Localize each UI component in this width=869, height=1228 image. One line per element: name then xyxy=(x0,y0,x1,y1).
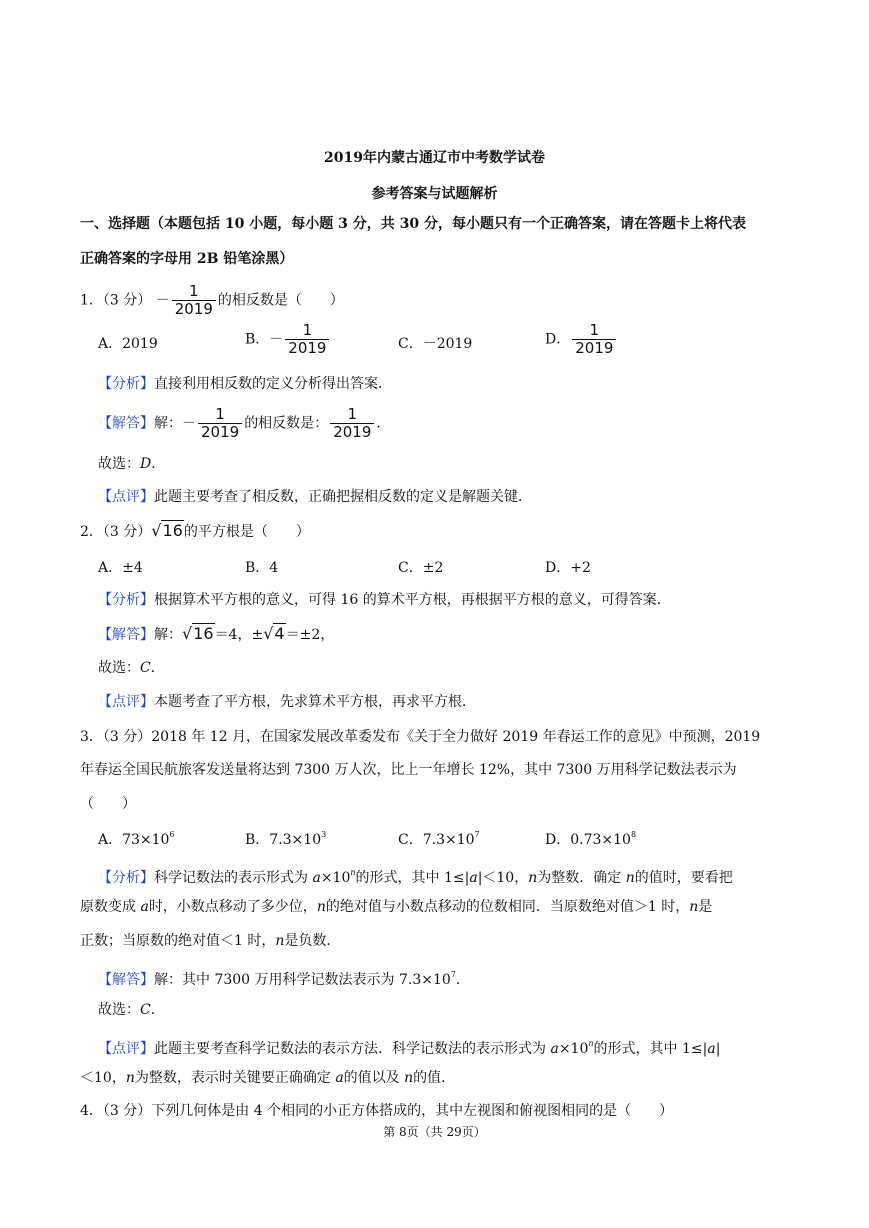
q2-comment: 【点评】本题考查了平方根，先求算术平方根，再求平方根． xyxy=(98,694,476,710)
q2-option-b: B．4 xyxy=(245,560,279,576)
q2-option-a: A．±4 xyxy=(98,560,143,576)
q2-option-d: D．+2 xyxy=(545,560,591,576)
q3-stem-line2: 年春运全国民航旅客发送量将达到 7300 万人次，比上一年增长 12%，其中 7300 万用科学记数法表示为 xyxy=(80,762,737,778)
answer-tag: 【解答】 xyxy=(98,415,154,432)
q3-comment-line2: ＜10，n为整数，表示时关键要正确确定 a的值以及 n的值． xyxy=(80,1070,456,1086)
page-footer: 第 8页（共 29页） xyxy=(383,1125,486,1139)
analysis-tag: 【分析】 xyxy=(98,376,154,392)
q1-stem-suffix: 的相反数是（ ） xyxy=(217,292,344,309)
q1-option-b: B．－ $\frac{1}{2019}$ xyxy=(245,322,331,357)
section-heading-line1: 一、选择题（本题包括 10 小题，每小题 3 分，共 30 分，每小题只有一个正确答案，请在答题卡上将代表 xyxy=(80,216,746,232)
q1-analysis: 【分析】直接利用相反数的定义分析得出答案． xyxy=(98,376,392,392)
q3-choice: 故选：C． xyxy=(98,1002,165,1018)
q1-stem xyxy=(80,283,344,318)
q1-option-c: C．－2019 xyxy=(398,336,473,352)
comment-tag: 【点评】 xyxy=(98,489,154,505)
q1-fraction: $\frac{1}{2019}$ xyxy=(172,283,216,318)
q1-comment: 【点评】此题主要考查了相反数，正确把握相反数的定义是解题关键． xyxy=(98,489,532,505)
q3-answer: 【解答】解：其中 7300 万用科学记数法表示为 $7.3\times 10^7$． xyxy=(98,970,470,988)
q1-answer: 【解答】解：－ $\frac{1}{2019}$ 的相反数是： $\frac{1}{2019}$ ． xyxy=(98,405,391,441)
page-title: 2019年内蒙古通辽市中考数学试卷 xyxy=(324,150,545,166)
q1-option-a: A．2019 xyxy=(98,336,158,352)
q3-comment-line1: 【点评】此题主要考查科学记数法的表示方法．科学记数法的表示形式为 $a\times 10^n$的形式，其中 1≤|a| xyxy=(98,1039,721,1057)
q3-analysis-line3: 正数；当原数的绝对值＜1 时，n是负数． xyxy=(80,933,341,949)
q3-option-b: B．$7.3\times 10^3$ xyxy=(245,830,327,848)
page-subtitle: 参考答案与试题解析 xyxy=(371,186,498,202)
q3-option-d: D．$0.73\times 10^8$ xyxy=(545,830,637,848)
q2-answer: 【解答】解：√16＝4，±√4＝±2， xyxy=(98,624,335,643)
q2-stem: 2．（3 分）√16的平方根是（ ） xyxy=(80,521,310,540)
q3-option-a: A．$73\times 10^6$ xyxy=(98,830,175,848)
q3-analysis-line1: 【分析】科学记数法的表示形式为 $a\times 10^n$的形式，其中 1≤|a|＜10，n为整数．确定 n的值时，要看把 xyxy=(98,868,733,886)
section-heading-line2: 正确答案的字母用 2B 铅笔涂黑） xyxy=(80,251,294,267)
q2-option-c: C．±2 xyxy=(398,560,444,576)
q3-option-c: C．$7.3\times 10^7$ xyxy=(398,830,480,848)
q1-choice: 故选：D． xyxy=(98,456,166,472)
q3-stem-line1: 3．（3 分）2018 年 12 月，在国家发展改革委发布《关于全力做好 2019 年春运工作的意见》中预测，2019 xyxy=(80,729,761,745)
q4-stem: 4．（3 分）下列几何体是由 4 个相同的小正方体搭成的，其中左视图和俯视图相同的是（ ） xyxy=(80,1103,674,1119)
q3-stem-line3: （ ） xyxy=(80,796,136,812)
sqrt-symbol: √16 xyxy=(151,521,183,540)
q2-choice: 故选：C． xyxy=(98,660,165,676)
q1-stem-prefix: 1．（3 分） － xyxy=(80,292,170,309)
q3-analysis-line2: 原数变成 a时，小数点移动了多少位，n的绝对值与小数点移动的位数相同．当原数绝对值＞1 时，n是 xyxy=(80,899,713,915)
q1-option-d: D． $\frac{1}{2019}$ xyxy=(545,322,618,357)
q2-analysis: 【分析】根据算术平方根的意义，可得 16 的算术平方根，再根据平方根的意义，可得答案． xyxy=(98,592,671,608)
